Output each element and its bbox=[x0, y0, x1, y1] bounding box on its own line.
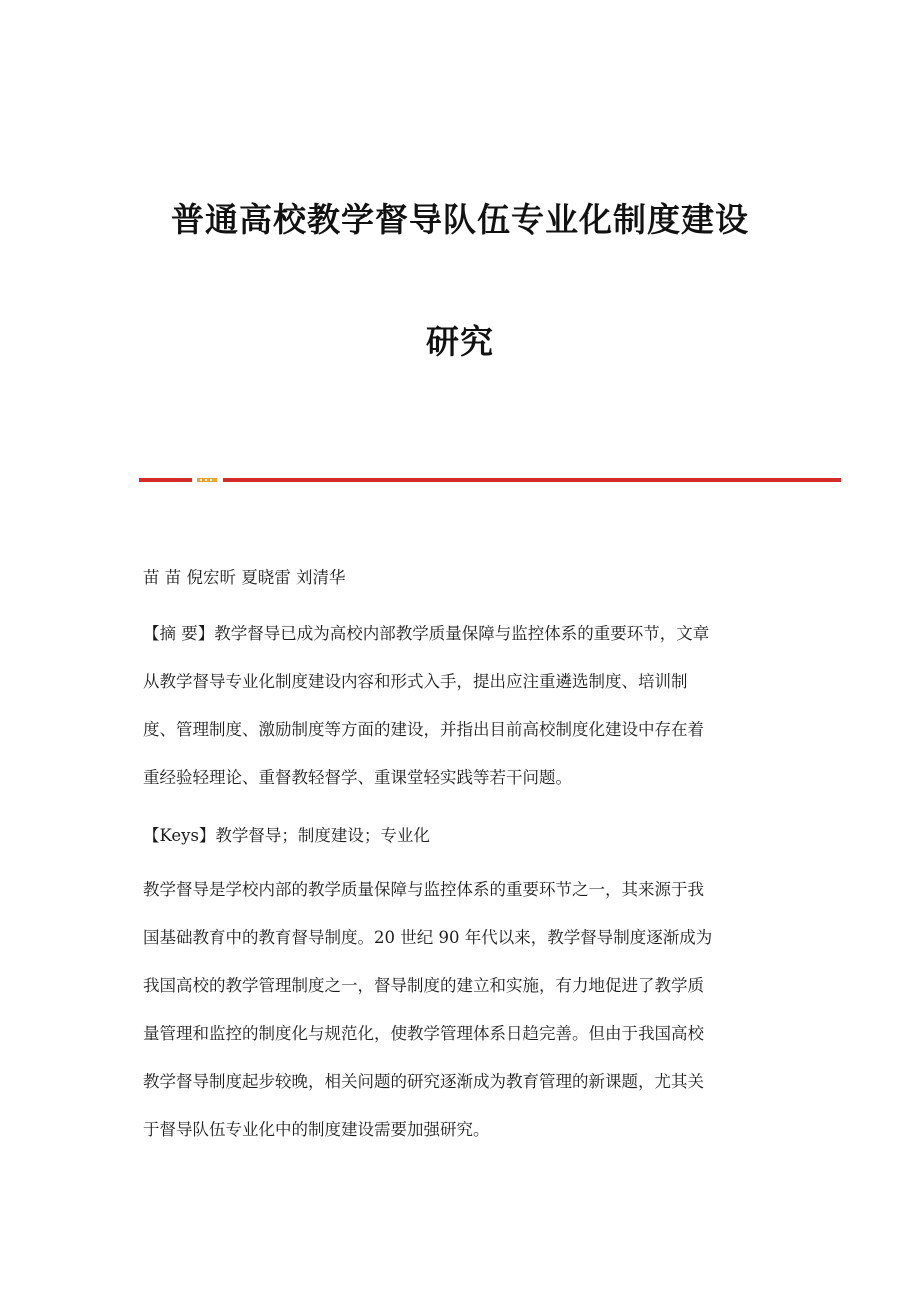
abstract-line: 重经验轻理论、重督教轻督学、重课堂轻实践等若干问题。 bbox=[143, 768, 572, 787]
page-title-line-1: 普通高校教学督导队伍专业化制度建设 bbox=[171, 200, 749, 239]
title-divider bbox=[139, 478, 841, 483]
abstract-line: 【摘 要】教学督导已成为高校内部教学质量保障与监控体系的重要环节，文章 bbox=[143, 624, 710, 643]
body-line: 教学督导制度起步较晚，相关问题的研究逐渐成为教育管理的新课题，尤其关 bbox=[143, 1072, 704, 1091]
body-line: 我国高校的教学管理制度之一，督导制度的建立和实施，有力地促进了教学质 bbox=[143, 976, 704, 995]
keywords-line: 【Keys】教学督导；制度建设；专业化 bbox=[143, 826, 430, 845]
abstract-line: 度、管理制度、激励制度等方面的建设，并指出目前高校制度化建设中存在着 bbox=[143, 720, 704, 739]
body-line: 于督导队伍专业化中的制度建设需要加强研究。 bbox=[143, 1120, 490, 1139]
authors bbox=[143, 554, 783, 602]
body-line: 教学督导是学校内部的教学质量保障与监控体系的重要环节之一，其来源于我 bbox=[143, 880, 704, 899]
keywords-section bbox=[143, 812, 783, 860]
divider-left-bar bbox=[139, 478, 192, 482]
authors-line: 苗 苗 倪宏昕 夏晓雷 刘清华 bbox=[143, 568, 346, 587]
body-line: 量管理和监控的制度化与规范化，使教学管理体系日趋完善。但由于我国高校 bbox=[143, 1024, 704, 1043]
abstract-section bbox=[143, 610, 783, 802]
divider-right-bar bbox=[223, 478, 841, 482]
body-paragraph bbox=[143, 866, 783, 1154]
page-title-line-2: 研究 bbox=[426, 322, 494, 361]
abstract-line: 从教学督导专业化制度建设内容和形式入手，提出应注重遴选制度、培训制 bbox=[143, 672, 688, 691]
divider-ornament-icon bbox=[197, 477, 217, 483]
body-line: 国基础教育中的教育督导制度。20 世纪 90 年代以来，教学督导制度逐渐成为 bbox=[143, 928, 713, 947]
